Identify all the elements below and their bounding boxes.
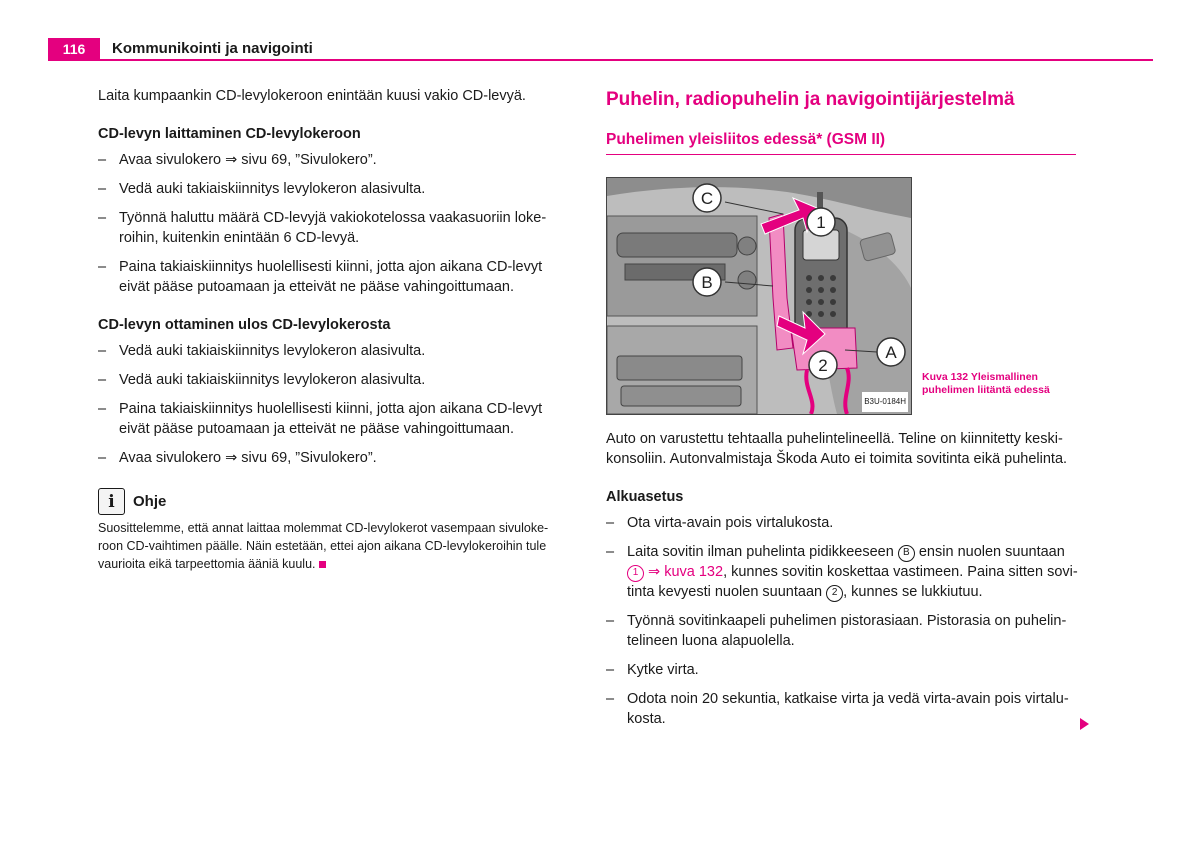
setup-steps — [606, 513, 1078, 729]
svg-text:2: 2 — [818, 356, 828, 375]
badge-2: 2 — [826, 585, 843, 602]
note-body: Suosittelemme, että annat laittaa molemmat CD-levylokerot vasempaan sivulokeroon CD-vaihtimen päälle. Näin estetään, ettei ajon aikana CD-levylokeroihin tule vaurioita eikä tarpeettomia ääniä kuulu. — [98, 521, 549, 571]
svg-text:A: A — [885, 343, 897, 362]
list-item: – Avaa sivulokero ⇒ sivu 69, ”Sivulokero”. — [98, 448, 568, 468]
intro-text: Laita kumpaankin CD-levylokeroon enintään kuusi vakio CD-levyä. — [98, 88, 526, 104]
step-text: ensin nuolen suuntaan — [914, 544, 1065, 560]
list-item: – Vedä auki takiaiskiinnitys levylokeron alasivulta. — [98, 370, 568, 390]
figure-area — [606, 177, 1078, 415]
insert-steps — [98, 150, 568, 297]
list-item: – Odota noin 20 sekuntia, katkaise virta ja vedä virta-avain pois virtalukosta. — [606, 689, 1078, 729]
setup-heading: Alkuasetus — [606, 489, 684, 505]
svg-text:1: 1 — [816, 213, 826, 232]
subsection-title: Puhelimen yleisliitos edessä* (GSM II) — [606, 130, 1076, 155]
figure-label-c — [693, 184, 721, 212]
badge-b: B — [898, 545, 915, 562]
end-mark-icon — [319, 561, 326, 568]
section-title: Puhelin, radiopuhelin ja navigointijärjestelmä — [606, 89, 1015, 110]
figure-code: B3U-0184H — [862, 392, 908, 412]
figure-label-b — [693, 268, 721, 296]
list-item: – Kytke virta. — [606, 660, 1078, 680]
phone-holder-illustration — [607, 178, 911, 414]
figure-image — [606, 177, 912, 415]
list-item: – Ota virta-avain pois virtalukosta. — [606, 513, 1078, 533]
step-text: , kunnes se lukkiutuu. — [843, 584, 983, 600]
figure-caption: Kuva 132 Yleismallinen puhelimen liitäntä edessä — [922, 371, 1050, 396]
remove-heading: CD-levyn ottaminen ulos CD-levylokerosta — [98, 317, 391, 333]
list-item: – Vedä auki takiaiskiinnitys levylokeron alasivulta. — [98, 179, 568, 199]
list-item: – Paina takiaiskiinnitys huolellisesti kiinni, jotta ajon aikana CD-levyt eivät pääse putoamaan ja etteivät ne pääse vahingoittumaan. — [98, 399, 568, 439]
list-item: – Työnnä haluttu määrä CD-levyjä vakiokotelossa vaakasuoriin lokeroihin, kuitenkin enintään 6 CD-levyä. — [98, 208, 568, 248]
page-number: 116 — [48, 38, 100, 60]
figure-label-2 — [809, 351, 837, 379]
step-text: , kunnes sovitin koskettaa vastimeen. Paina sitten sovitinta kevyesti nuolen suuntaan — [627, 564, 1078, 600]
chapter-title: Kommunikointi ja navigointi — [112, 40, 313, 57]
svg-text:C: C — [700, 189, 714, 208]
note-text — [98, 519, 568, 573]
intro-text: Auto on varustettu tehtaalla puhelintelineellä. Teline on kiinnitetty keskikonsoliin. Autonvalmistaja Škoda Auto ei toimita sovitinta eikä puhelinta. — [606, 431, 1068, 467]
step-text: Laita sovitin ilman puhelinta pidikkeeseen — [627, 544, 898, 560]
figure-label-1 — [807, 208, 835, 236]
figure-reference-link[interactable]: ⇒ kuva 132 — [644, 564, 724, 580]
list-item: – Avaa sivulokero ⇒ sivu 69, ”Sivulokero”. — [98, 150, 568, 170]
header-rule — [48, 59, 1153, 61]
insert-heading: CD-levyn laittaminen CD-levylokeroon — [98, 126, 361, 142]
list-item: – Työnnä sovitinkaapeli puhelimen pistorasiaan. Pistorasia on puhelintelineen luona alapuolella. — [606, 611, 1078, 651]
list-item — [606, 542, 1078, 602]
left-column — [98, 86, 568, 573]
remove-steps — [98, 341, 568, 468]
list-item: – Vedä auki takiaiskiinnitys levylokeron alasivulta. — [98, 341, 568, 361]
note-title: Ohje — [133, 492, 167, 510]
list-item: – Paina takiaiskiinnitys huolellisesti kiinni, jotta ajon aikana CD-levyt eivät pääse putoamaan ja etteivät ne pääse vahingoittumaan. — [98, 257, 568, 297]
info-icon: i — [98, 488, 125, 515]
right-column — [606, 86, 1078, 738]
svg-text:B: B — [701, 273, 713, 292]
note-header — [98, 488, 568, 515]
badge-1: 1 — [627, 565, 644, 582]
note-box — [98, 488, 568, 573]
figure-label-a — [877, 338, 905, 366]
continue-arrow-icon — [1080, 718, 1089, 730]
